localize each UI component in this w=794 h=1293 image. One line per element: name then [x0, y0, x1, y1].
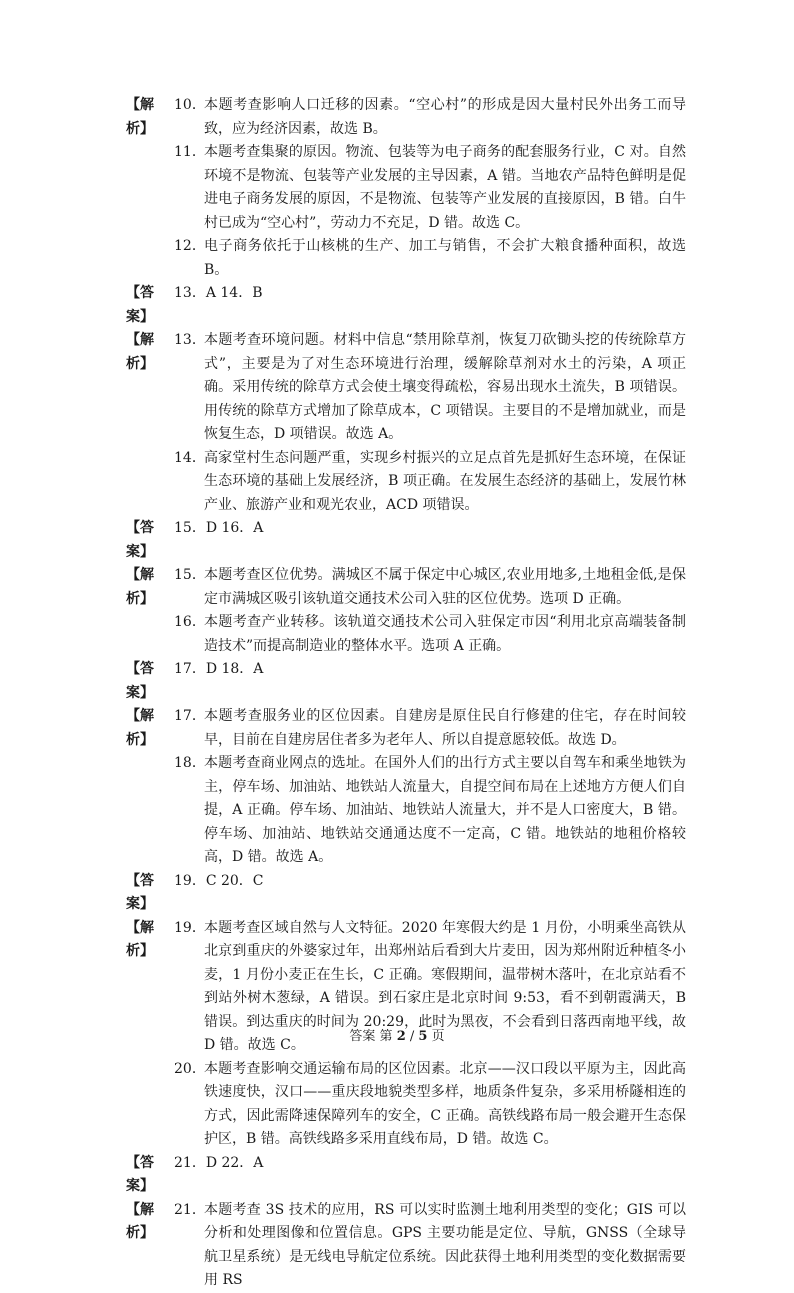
question-number: 21．	[174, 1201, 206, 1218]
analysis-text: 本题考查区位优势。满城区不属于保定中心城区,农业用地多,土地租金低,是保定市满城区吸引该轨道交通技术公司入驻的区位优势。选项 D 正确。	[204, 567, 686, 607]
analysis-items	[174, 329, 686, 517]
analysis-item	[174, 705, 686, 752]
analysis-text: 电子商务依托于山核桃的生产、加工与销售，不会扩大粮食播种面积，故选 B。	[204, 238, 686, 278]
analysis-items	[174, 564, 686, 658]
question-number: 13．	[174, 332, 206, 348]
footer-page-total: 5	[418, 1029, 428, 1044]
analysis-item	[174, 1199, 686, 1293]
answer-label: 【答案】	[126, 520, 154, 560]
footer-prefix: 答案 第	[349, 1029, 397, 1044]
analysis-item	[174, 94, 686, 141]
question-number: 16．	[174, 614, 206, 630]
analysis-label: 【解析】	[126, 567, 154, 607]
answer-text: 19．C 20．C	[174, 872, 264, 889]
answer-label: 【答案】	[126, 1154, 154, 1194]
answer-block	[126, 282, 686, 329]
analysis-item	[174, 1058, 686, 1152]
analysis-label: 【解析】	[126, 97, 154, 137]
answer-label: 【答案】	[126, 661, 154, 701]
analysis-item	[174, 329, 686, 447]
answer-text: 13．A 14．B	[174, 285, 263, 301]
analysis-items	[174, 94, 686, 282]
question-number: 20．	[174, 1060, 206, 1077]
answer-label: 【答案】	[126, 285, 154, 325]
footer-page-number: 2	[396, 1029, 406, 1044]
analysis-label: 【解析】	[126, 332, 154, 372]
analysis-label: 【解析】	[126, 1201, 154, 1241]
analysis-text: 本题考查集聚的原因。物流、包装等为电子商务的配套服务行业，C 对。自然环境不是物流、包装等产业发展的主导因素，A 错。当地农产品特色鲜明是促进电子商务发展的原因，不是物流、包装等产业发展的直接原因，B 错。白牛村已成为“空心村”，劳动力不充足，D 错。故选 C。	[204, 144, 686, 231]
question-number: 15．	[174, 567, 206, 583]
analysis-text: 高家堂村生态问题严重，实现乡村振兴的立足点首先是抓好生态环境，在保证生态环境的基础上发展经济，B 项正确。在发展生态经济的基础上，发展竹林产业、旅游产业和观光农业，ACD 项错误。	[204, 449, 686, 513]
footer-separator: /	[405, 1029, 419, 1044]
answer-block	[126, 517, 686, 564]
answer-content	[126, 94, 686, 1293]
analysis-items	[174, 1199, 686, 1293]
analysis-block	[126, 329, 686, 517]
analysis-item	[174, 752, 686, 870]
answer-block	[126, 870, 686, 917]
analysis-block	[126, 564, 686, 658]
analysis-block	[126, 705, 686, 870]
analysis-item	[174, 564, 686, 611]
analysis-text: 本题考查产业转移。该轨道交通技术公司入驻保定市因“利用北京高端装备制造技术”而提高制造业的整体水平。选项 A 正确。	[204, 614, 686, 654]
question-number: 10．	[174, 97, 206, 113]
question-number: 19．	[174, 919, 206, 936]
question-number: 18．	[174, 755, 206, 771]
answer-text: 17．D 18．A	[174, 661, 264, 677]
question-number: 14．	[174, 449, 206, 466]
analysis-text: 本题考查区域自然与人文特征。2020 年寒假大约是 1 月份，小明乘坐高铁从北京到重庆的外婆家过年，出郑州站后看到大片麦田，因为郑州附近种植冬小麦，1 月份小麦正在生长，C 正确。寒假期间，温带树木落叶，在北京站看不到站外树木葱绿，A 错误。到石家庄是北京时间 9:53，看不到朝霞满天，B 错误。到达重庆的时间为 20:29，此时为黑夜，不会看到日落西南地平线，故 D 错。故选 C。	[204, 919, 686, 1053]
analysis-text: 本题考查影响交通运输布局的区位因素。北京——汉口段以平原为主，因此高铁速度快，汉口——重庆段地貌类型多样，地质条件复杂，多采用桥隧相连的方式，因此需降速保障列车的安全，C 正确。高铁线路布局一般会避开生态保护区，B 错。高铁线路多采用直线布局，D 错。故选 C。	[204, 1060, 686, 1147]
analysis-label: 【解析】	[126, 919, 154, 959]
question-number: 17．	[174, 708, 206, 724]
analysis-items	[174, 705, 686, 870]
analysis-block	[126, 1199, 686, 1293]
answer-text: 15．D 16．A	[174, 520, 264, 536]
page-footer	[0, 1028, 794, 1046]
answer-text: 21．D 22．A	[174, 1154, 264, 1171]
analysis-item	[174, 447, 686, 518]
analysis-text: 本题考查影响人口迁移的因素。“空心村”的形成是因大量村民外出务工而导致，应为经济因素，故选 B。	[204, 97, 686, 137]
analysis-text: 本题考查服务业的区位因素。自建房是原住民自行修建的住宅，存在时间较早，目前在自建房居住者多为老年人、所以自提意愿较低。故选 D。	[204, 708, 686, 748]
answer-block	[126, 1152, 686, 1199]
analysis-block	[126, 94, 686, 282]
question-number: 11．	[174, 144, 206, 160]
analysis-item	[174, 141, 686, 235]
analysis-item	[174, 611, 686, 658]
answer-block	[126, 658, 686, 705]
analysis-item	[174, 235, 686, 282]
analysis-label: 【解析】	[126, 708, 154, 748]
analysis-text: 本题考查 3S 技术的应用，RS 可以实时监测土地利用类型的变化；GIS 可以分析和处理图像和位置信息。GPS 主要功能是定位、导航，GNSS（全球导航卫星系统）是无线电导航定位系统。因此获得土地利用类型的变化数据需要用 RS	[204, 1201, 686, 1288]
analysis-text: 本题考查商业网点的选址。在国外人们的出行方式主要以自驾车和乘坐地铁为主，停车场、加油站、地铁站人流量大，自提空间布局在上述地方方便人们自提，A 正确。停车场、加油站、地铁站人流量大，并不是人口密度大，B 错。停车场、加油站、地铁站交通通达度不一定高，C 错。地铁站的地租价格较高，D 错。故选 A。	[204, 755, 686, 865]
answer-label: 【答案】	[126, 872, 154, 912]
analysis-text: 本题考查环境问题。材料中信息“禁用除草剂，恢复刀砍锄头挖的传统除草方式”，主要是为了对生态环境进行治理，缓解除草剂对水土的污染，A 项正确。采用传统的除草方式会使土壤变得疏松，容易出现水土流失，B 项错误。用传统的除草方式增加了除草成本，C 项错误。主要目的不是增加就业，而是恢复生态，D 项错误。故选 A。	[204, 332, 686, 442]
question-number: 12．	[174, 238, 206, 254]
footer-suffix: 页	[427, 1029, 445, 1044]
